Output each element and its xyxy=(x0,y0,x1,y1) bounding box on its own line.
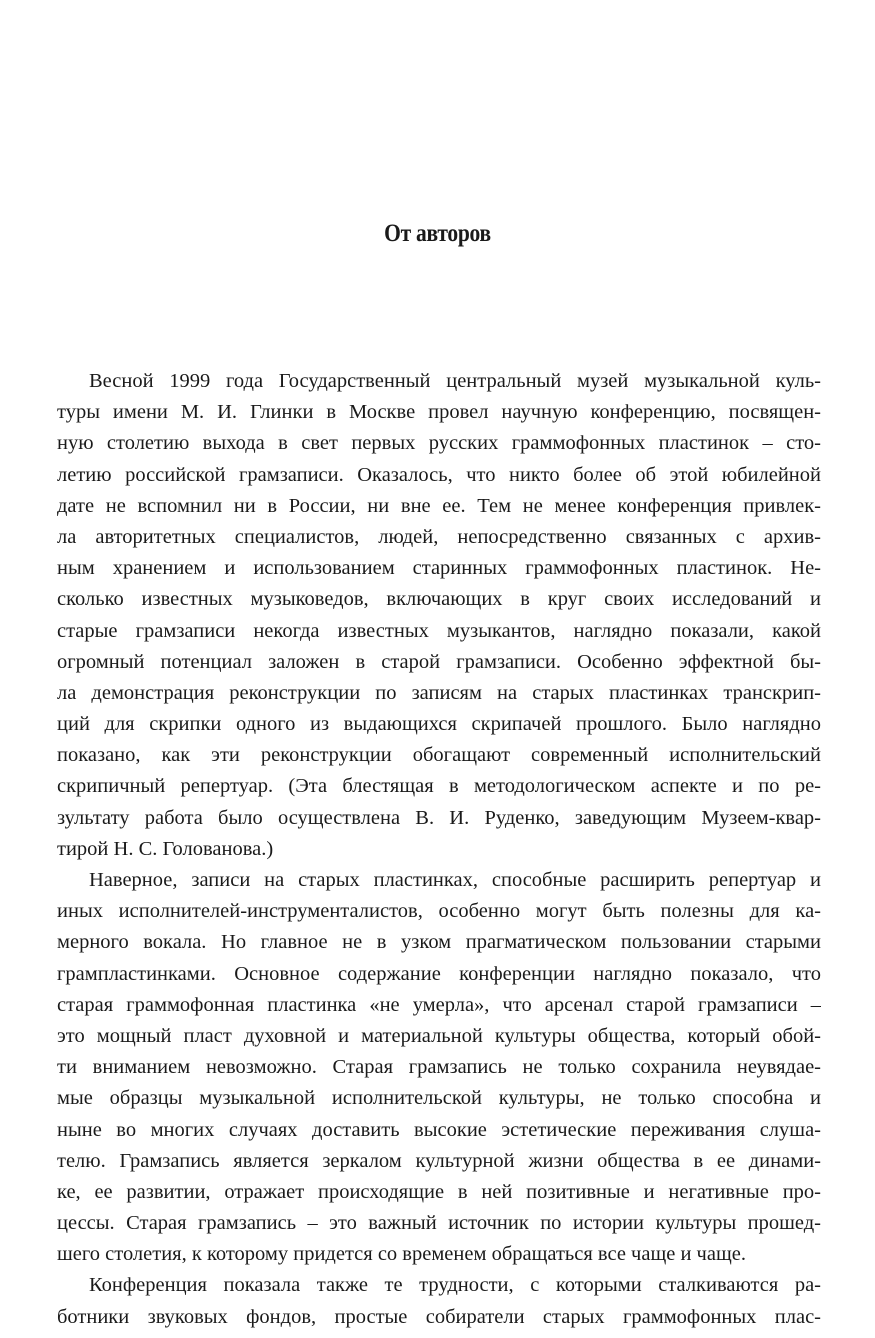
text-line: старая граммофонная пластинка «не умерла», что арсенал старой грамзаписи – xyxy=(57,993,821,1016)
text-line: ла авторитетных специалистов, людей, непосредственно связанных с архив- xyxy=(57,525,821,548)
text-line: ций для скрипки одного из выдающихся скрипачей прошлого. Было наглядно xyxy=(57,713,821,736)
text-line: иных исполнителей-инструменталистов, особенно могут быть полезны для ка- xyxy=(57,900,821,923)
text-line: цессы. Старая грамзапись – это важный источник по истории культуры прошед- xyxy=(57,1212,821,1235)
text-line: зультату работа было осуществлена В. И. Руденко, заведующим Музеем-квар- xyxy=(57,806,821,829)
text-line: дате не вспомнил ни в России, ни вне ее. Тем не менее конференция привлек- xyxy=(57,494,821,517)
text-line: шего столетия, к которому придется со временем обращаться все чаще и чаще. xyxy=(57,1243,746,1266)
text-line: Конференция показала также те трудности, с которыми сталкиваются ра- xyxy=(89,1274,821,1297)
text-line: старые грамзаписи некогда известных музыкантов, наглядно показали, какой xyxy=(57,619,821,642)
text-line: ным хранением и использованием старинных граммофонных пластинок. Не- xyxy=(57,557,821,580)
text-line: мерного вокала. Но главное не в узком прагматическом пользовании старыми xyxy=(57,931,821,954)
page-title: От авторов xyxy=(384,220,491,247)
text-line: ти вниманием невозможно. Старая грамзапись не только сохранила неувядае- xyxy=(57,1056,821,1079)
text-line: сколько известных музыковедов, включающих в круг своих исследований и xyxy=(57,588,821,611)
text-line: огромный потенциал заложен в старой грамзаписи. Особенно эффектной бы- xyxy=(57,650,821,673)
text-line: мые образцы музыкальной исполнительской культуры, не только способна и xyxy=(57,1087,821,1110)
text-line: Весной 1999 года Государственный центральный музей музыкальной куль- xyxy=(89,370,821,392)
text-line: летию российской грамзаписи. Оказалось, что никто более об этой юбилейной xyxy=(57,463,821,486)
text-line: туры имени М. И. Глинки в Москве провел научную конференцию, посвящен- xyxy=(57,401,821,424)
text-line: ныне во многих случаях доставить высокие эстетические переживания слуша- xyxy=(57,1118,821,1141)
text-line: скрипичный репертуар. (Эта блестящая в методологическом аспекте и по ре- xyxy=(57,775,821,798)
text-line: грампластинками. Основное содержание конференции наглядно показало, что xyxy=(57,962,821,985)
text-line: ботники звуковых фондов, простые собиратели старых граммофонных плас- xyxy=(57,1305,821,1328)
text-line: ла демонстрация реконструкции по записям на старых пластинках транскрип- xyxy=(57,681,821,704)
text-line: ную столетию выхода в свет первых русских граммофонных пластинок – сто- xyxy=(57,432,821,455)
text-line: тирой Н. С. Голованова.) xyxy=(57,837,274,860)
text-line: ке, ее развитии, отражает происходящие в ней позитивные и негативные про- xyxy=(57,1180,821,1203)
text-line: показано, как эти реконструкции обогащают современный исполнительский xyxy=(57,744,821,767)
body-text xyxy=(57,366,821,1333)
text-line: телю. Грамзапись является зеркалом культурной жизни общества в ее динами- xyxy=(57,1149,821,1172)
text-line: Наверное, записи на старых пластинках, способные расширить репертуар и xyxy=(89,869,821,891)
text-line: это мощный пласт духовной и материальной культуры общества, который обой- xyxy=(57,1024,821,1047)
